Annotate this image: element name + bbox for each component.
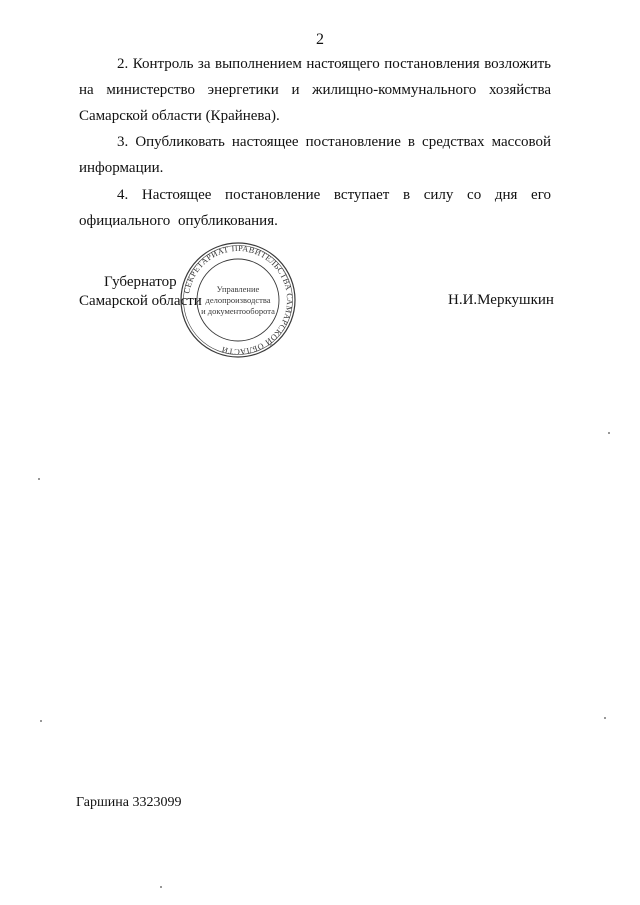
page-number: 2 — [316, 31, 324, 48]
paragraph-item-3 — [79, 129, 551, 181]
scan-speck — [604, 717, 606, 719]
scan-speck — [40, 720, 42, 722]
paragraph-item-3-text: 3. Опубликовать настоящее постановление в средствах массовой информации. — [79, 134, 551, 176]
scan-speck — [38, 478, 40, 480]
seal-center-line-1: Управление — [216, 284, 260, 294]
signature-title-line-2: Самарской области — [79, 293, 202, 309]
signature-title-line-1: Губернатор — [104, 274, 177, 290]
seal-center-line-3: и документооборота — [201, 306, 275, 316]
official-seal — [178, 240, 298, 360]
paragraph-item-2-text: 2. Контроль за выполнением настоящего постановления возложить на министерство энергетики и жилищно-коммунального хозяйства Самарской области (Крайнева). — [79, 56, 551, 124]
scan-speck — [608, 432, 610, 434]
seal-center-line-2: делопроизводства — [205, 295, 271, 305]
scan-speck — [160, 886, 162, 888]
paragraph-item-4-text: 4. Настоящее постановление вступает в силу со дня его официального опубликования. — [79, 187, 551, 229]
paragraph-item-4 — [79, 182, 551, 234]
seal-ring-textpath: СЕКРЕТАРИАТ ПРАВИТЕЛЬСТВА САМАРСКОЙ ОБЛАСТИ — [182, 243, 295, 357]
executor-footer: Гаршина 3323099 — [76, 795, 182, 810]
paragraph-item-2 — [79, 51, 551, 129]
signer-name: Н.И.Меркушкин — [448, 292, 554, 308]
